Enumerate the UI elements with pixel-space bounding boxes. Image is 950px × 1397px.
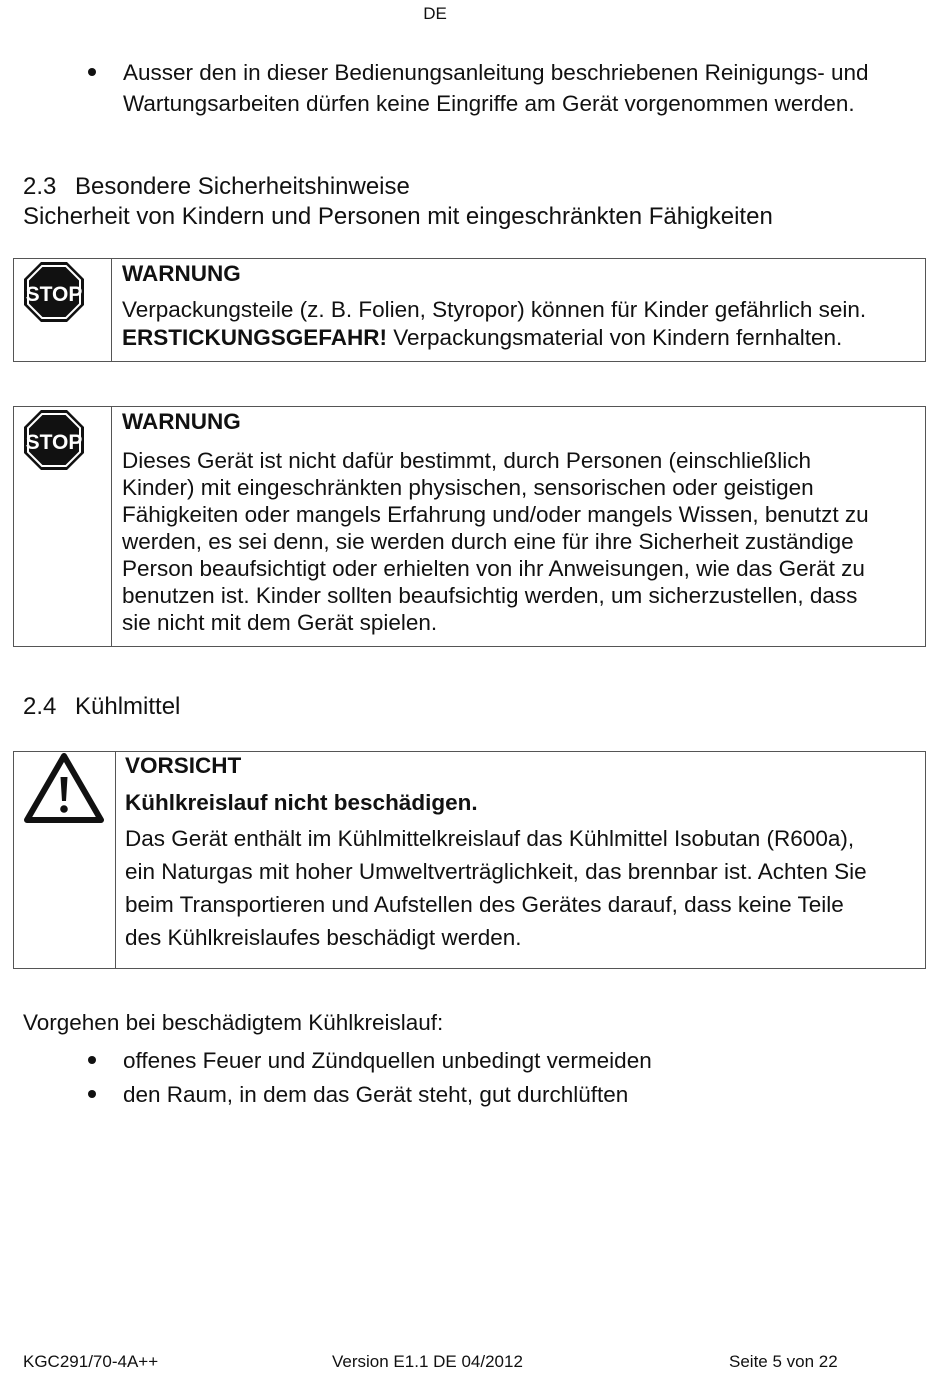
warning-text-line: werden, es sei denn, sie werden durch eine für ihre Sicherheit zuständige — [122, 529, 854, 554]
section-subtitle: Sicherheit von Kindern und Personen mit eingeschränkten Fähigkeiten — [23, 203, 773, 230]
stop-sign-icon — [23, 261, 85, 323]
icon-cell — [14, 259, 112, 361]
warning-text-line: Kinder) mit eingeschränkten physischen, sensorischen oder geistigen — [122, 475, 814, 500]
icon-cell — [14, 752, 116, 968]
section-heading — [23, 172, 410, 202]
warning-triangle-icon — [24, 753, 104, 823]
list-item — [88, 1045, 928, 1077]
section-number: 2.3 — [23, 173, 57, 200]
caution-text-line: beim Transportieren und Aufstellen des Gerätes darauf, dass keine Teile — [125, 892, 844, 917]
warning-text-line: Person beaufsichtigt oder erhielten von ihr Anweisungen, wie das Gerät zu — [122, 556, 865, 581]
bullet-icon — [88, 1056, 96, 1064]
section-title: Besondere Sicherheitshinweise — [75, 173, 410, 200]
warning-text: Verpackungsmaterial von Kindern fernhalten. — [387, 325, 843, 350]
warning-text-line: sie nicht mit dem Gerät spielen. — [122, 610, 438, 635]
warning-label: WARNUNG — [122, 409, 241, 434]
warning-box — [13, 258, 926, 362]
caution-text-line: Das Gerät enthält im Kühlmittelkreislauf das Kühlmittel Isobutan (R600a), — [125, 826, 855, 851]
section-number: 2.4 — [23, 693, 57, 720]
procedure-intro: Vorgehen bei beschädigtem Kühlkreislauf: — [23, 1010, 444, 1035]
warning-text-line: Dieses Gerät ist nicht dafür bestimmt, durch Personen (einschließlich — [122, 448, 812, 473]
caution-text-line: des Kühlkreislaufes beschädigt werden. — [125, 925, 522, 950]
footer-version: Version E1.1 DE 04/2012 — [332, 1352, 523, 1371]
stop-sign-icon — [23, 409, 85, 471]
warning-box — [13, 406, 926, 647]
bullet-text-line: Wartungsarbeiten dürfen keine Eingriffe am Gerät vorgenommen werden. — [123, 91, 855, 116]
list-item — [88, 1079, 928, 1111]
bullet-text: den Raum, in dem das Gerät steht, gut durchlüften — [123, 1082, 629, 1107]
bullet-text-line: Ausser den in dieser Bedienungsanleitung beschriebenen Reinigungs- und — [123, 60, 869, 85]
language-code: DE — [423, 4, 447, 23]
icon-cell — [14, 407, 112, 646]
footer-model: KGC291/70-4A++ — [23, 1352, 159, 1371]
svg-text:STOP: STOP — [25, 283, 83, 306]
warning-text-line: Fähigkeiten oder mangels Erfahrung und/oder mangels Wissen, benutzt zu — [122, 502, 869, 527]
list-item — [88, 57, 928, 121]
footer-page-number: Seite 5 von 22 — [729, 1352, 838, 1371]
warning-text-line: benutzen ist. Kinder sollten beaufsichtig werden, um sicherzustellen, dass — [122, 583, 858, 608]
hazard-text: ERSTICKUNGSGEFAHR! — [122, 325, 388, 350]
caution-text-line: ein Naturgas mit hoher Umweltverträglichkeit, das brennbar ist. Achten Sie — [125, 859, 867, 884]
section-heading — [23, 692, 180, 722]
warning-label: WARNUNG — [122, 261, 241, 286]
caution-subtitle: Kühlkreislauf nicht beschädigen. — [125, 790, 478, 815]
caution-box — [13, 751, 926, 969]
svg-text:STOP: STOP — [25, 431, 83, 454]
bullet-icon — [88, 68, 96, 76]
warning-text: Verpackungsteile (z. B. Folien, Styropor) können für Kinder gefährlich sein. — [122, 297, 867, 322]
bullet-icon — [88, 1090, 96, 1098]
caution-label: VORSICHT — [125, 753, 242, 778]
bullet-text: offenes Feuer und Zündquellen unbedingt vermeiden — [123, 1048, 652, 1073]
section-title: Kühlmittel — [75, 693, 181, 720]
